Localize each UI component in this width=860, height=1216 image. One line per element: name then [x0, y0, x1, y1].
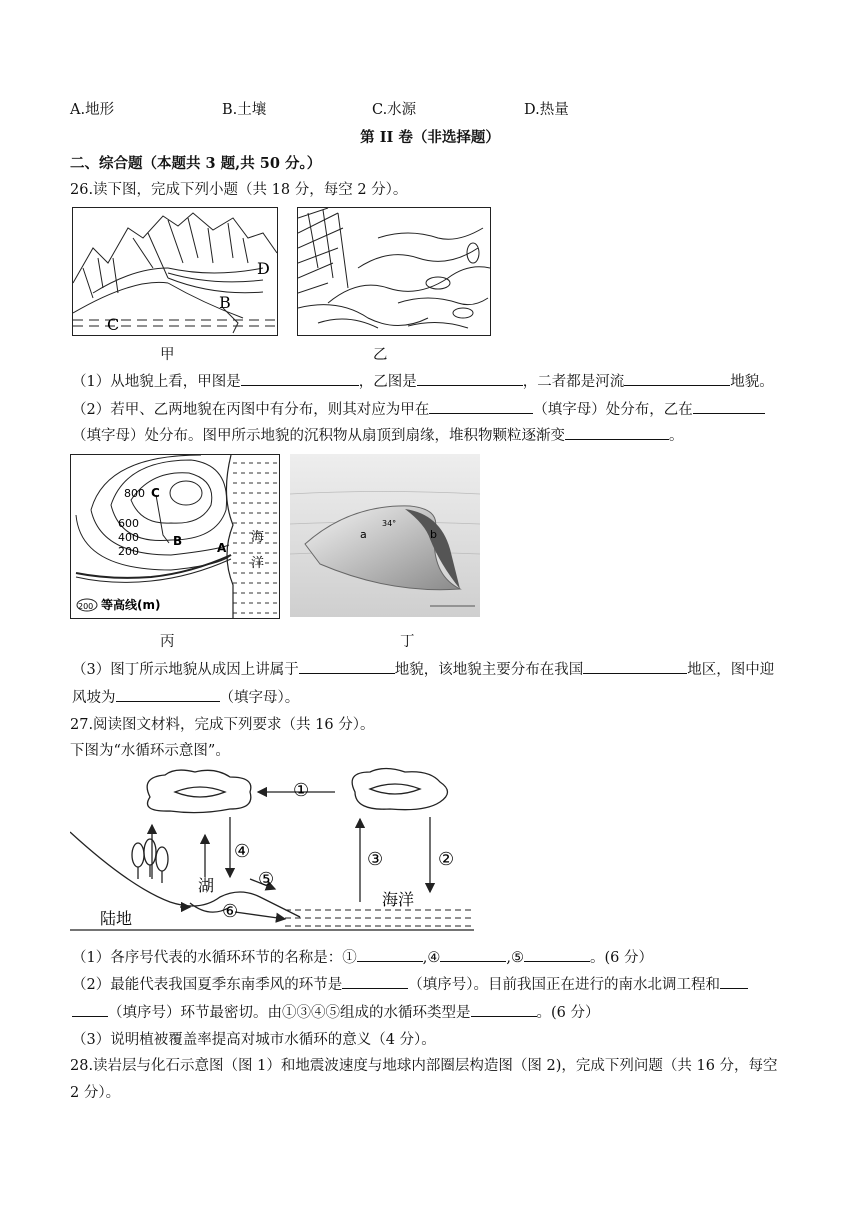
sea-char-1: 海	[251, 530, 265, 545]
q26-part3-line2: 风坡为 （填字母）。	[72, 686, 299, 707]
caption-bing: 丙	[160, 634, 175, 650]
caption-ding: 丁	[400, 634, 415, 650]
wc-num-2: ②	[438, 849, 455, 870]
option-a: A.地形	[70, 102, 115, 118]
wc-num-1: ①	[293, 780, 310, 801]
option-d: D.热量	[524, 102, 569, 118]
q26-part3-line1: （3）图丁所示地貌从成因上讲属于 地貌，该地貌主要分布在我国 地区，图中迎	[72, 658, 774, 679]
sea-char-2: 洋	[251, 556, 265, 571]
contour-200: 200	[118, 545, 139, 558]
q27-part1: （1）各序号代表的水循环环节的名称是：① ,④ ,⑤ 。(6 分）	[72, 946, 653, 967]
wc-ocean: 海洋	[382, 890, 415, 909]
jia-label-c: C	[107, 315, 120, 334]
wc-num-4: ④	[234, 841, 251, 862]
q28-line2: 2 分）。	[70, 1085, 121, 1101]
figure-bing-contour-map	[70, 454, 280, 619]
q26-stem: 26.读下图，完成下列小题（共 18 分，每空 2 分）。	[70, 182, 408, 198]
point-a: A	[217, 541, 227, 555]
q27-stem: 27.阅读图文材料，完成下列要求（共 16 分）。	[70, 717, 375, 733]
figure-yi-delta	[297, 207, 491, 336]
wc-num-6: ⑥	[222, 901, 239, 922]
wc-lake: 湖	[198, 876, 215, 895]
figure-ding-dune	[290, 454, 480, 617]
caption-yi: 乙	[373, 347, 388, 363]
wc-num-5: ⑤	[258, 869, 275, 890]
contour-800: 800	[124, 487, 145, 500]
ding-label-a: a	[360, 528, 367, 541]
wc-land: 陆地	[100, 909, 133, 928]
q27-part2-line1: （2）最能代表我国夏季东南季风的环节是 （填序号）。目前我国正在进行的南水北调工程和	[72, 973, 748, 994]
ding-angle: 34°	[382, 519, 397, 528]
figure-water-cycle	[70, 767, 474, 932]
contour-400: 400	[118, 531, 139, 544]
q26-part1: （1）从地貌上看，甲图是 ，乙图是 ，二者都是河流 地貌。	[72, 370, 774, 391]
option-b: B.土壤	[222, 102, 267, 118]
q26-part2-line1: （2）若甲、乙两地貌在丙图中有分布，则其对应为甲在 （填字母）处分布，乙在	[72, 398, 765, 419]
jia-label-d: D	[257, 259, 270, 278]
caption-jia: 甲	[160, 347, 175, 363]
figure-jia-alluvial-fan	[72, 207, 278, 336]
q28-line1: 28.读岩层与化石示意图（图 1）和地震波速度与地球内部圈层构造图（图 2)，完成下列问题（共 16 分，每空	[70, 1058, 778, 1074]
section-title: 第 II 卷（非选择题）	[360, 129, 500, 146]
point-c: C	[151, 486, 160, 500]
jia-label-b: B	[219, 293, 231, 312]
q26-part2-line2: （填字母）处分布。图甲所示地貌的沉积物从扇顶到扇缘，堆积物颗粒逐渐变 。	[72, 424, 684, 445]
q27-intro: 下图为“水循环示意图”。	[70, 743, 230, 759]
legend-text: 等高线(m)	[101, 598, 161, 612]
contour-600: 600	[118, 517, 139, 530]
option-c: C.水源	[372, 102, 417, 118]
q27-part3: （3）说明植被覆盖率提高对城市水循环的意义（4 分）。	[72, 1032, 436, 1048]
q27-part2-line2: （填序号）环节最密切。由①③④⑤组成的水循环类型是 。(6 分）	[72, 1001, 600, 1022]
part-heading: 二、综合题（本题共 3 题,共 50 分。）	[70, 155, 322, 172]
point-b: B	[173, 534, 183, 548]
wc-num-3: ③	[367, 849, 384, 870]
legend-value: 200	[78, 602, 94, 611]
ding-label-b: b	[430, 528, 437, 541]
